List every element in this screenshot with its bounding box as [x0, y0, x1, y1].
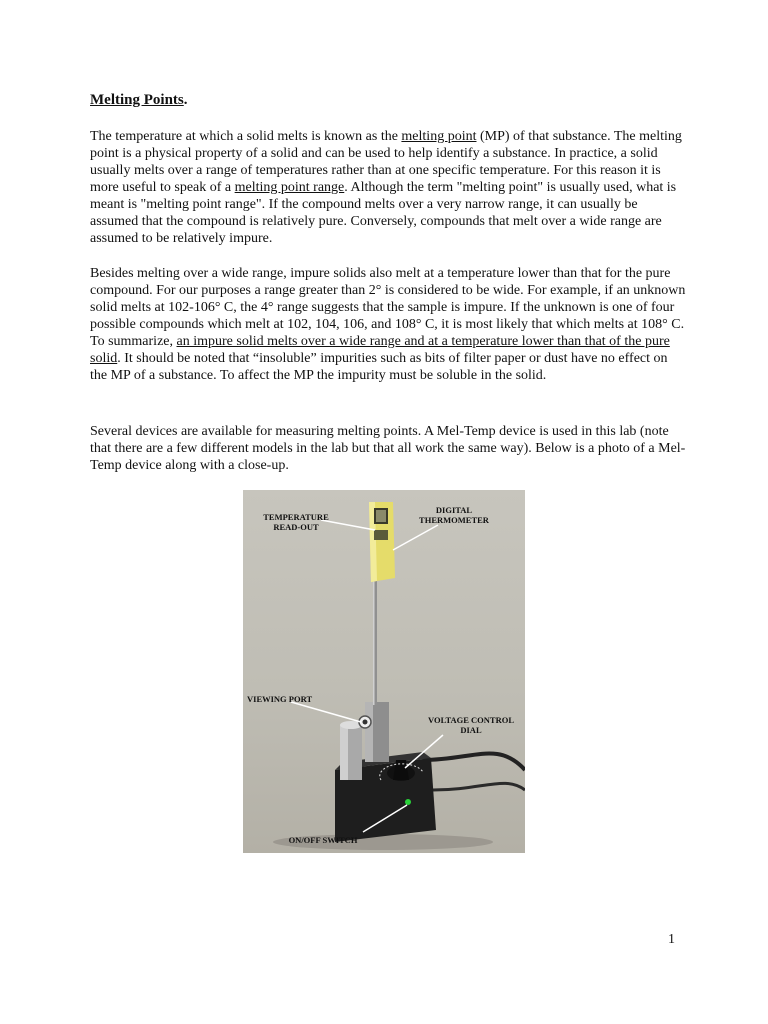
- label-viewing-port: VIEWING PORT: [247, 694, 313, 704]
- mel-temp-photo: [243, 490, 525, 853]
- page-title: Melting Points.: [90, 92, 188, 108]
- page-number: 1: [668, 932, 675, 947]
- label-voltage-control-dial: VOLTAGE CONTROL DIAL: [427, 715, 515, 735]
- label-digital-thermometer: DIGITAL THERMOMETER: [419, 505, 489, 525]
- summary-impure-solid: an impure solid melts over a wide range and at a temperature lower than that of the pure solid: [90, 334, 670, 366]
- term-melting-point-range: melting point range: [234, 180, 345, 195]
- paragraph-impure-solids: Besides melting over a wide range, impure solids also melt at a temperature lower than that for the pure compound. For our purposes a range greater than 2° is considered to be wide. For example, if an unknown solid melts at 102-106° C, the 4° range suggests that the sample is impure. If the unknown is one of four possible compounds which melt at 102, 104, 106, and 108° C, it is most likely that which melts at 108° C. To summarize, an impure solid melts over a wide range and at a temperature lower than that of the pure solid. It should be noted that “insoluble” impurities such as bits of filter paper or dust have no effect on the MP of a substance. To affect the MP the impurity must be soluble in the solid.: [90, 266, 686, 383]
- term-melting-point: melting point: [401, 129, 477, 144]
- label-on-off-switch: ON/OFF SWITCH: [288, 835, 358, 845]
- paragraph-melting-point-definition: The temperature at which a solid melts is known as the melting point (MP) of that substance. The melting point is a physical property of a solid and can be used to help identify a substance. In practice, a solid usually melts over a range of temperatures rather than at one specific temperature. For this reason it is more useful to speak of a melting point range. Although the term "melting point" is usually used, what is meant is "melting point range". If the compound melts over a very narrow range, it can usually be assumed that the compound is relatively pure. Conversely, compounds that melt over a wide range are assumed to be relatively impure.: [90, 129, 682, 246]
- mel-temp-illustration: [243, 490, 525, 853]
- paragraph-mel-temp-devices: Several devices are available for measuring melting points. A Mel-Temp device is used in this lab (note that there are a few different models in the lab but that all work the same way). Below is a photo of a Mel-Temp device along with a close-up.: [90, 424, 686, 473]
- label-temperature-readout: TEMPERATURE READ-OUT: [263, 512, 329, 532]
